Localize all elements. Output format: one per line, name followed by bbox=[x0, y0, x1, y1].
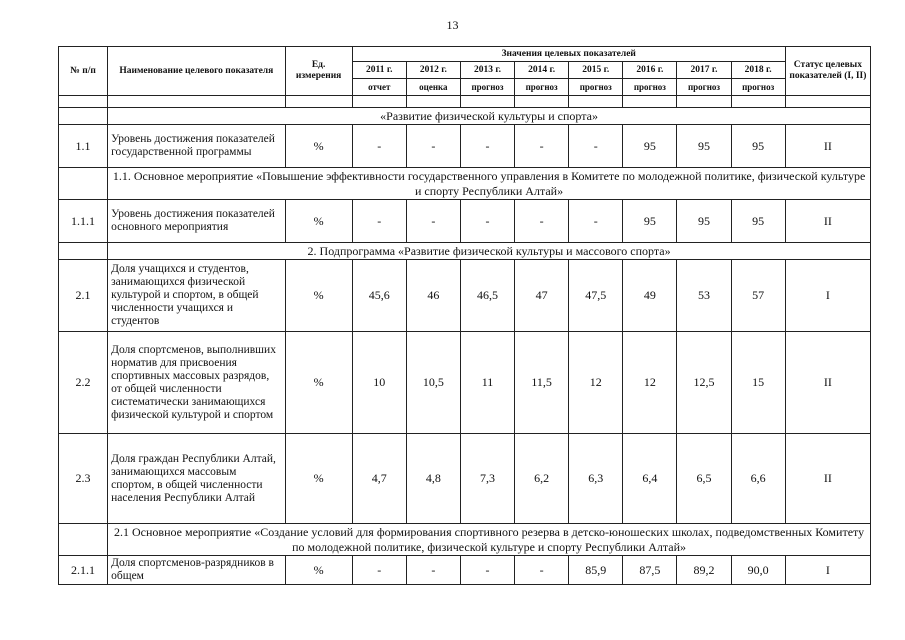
header-no: № п/п bbox=[59, 47, 108, 96]
value-cell: - bbox=[515, 125, 569, 168]
unit-cell: % bbox=[285, 200, 352, 243]
section-title: 2. Подпрограмма «Развитие физической культуры и массового спорта» bbox=[108, 243, 871, 260]
value-cell: 12 bbox=[623, 332, 677, 434]
value-cell: 45,6 bbox=[352, 260, 406, 332]
row-number: 1.1.1 bbox=[59, 200, 108, 243]
section-row bbox=[59, 243, 871, 260]
page-number: 13 bbox=[446, 18, 459, 32]
value-cell: - bbox=[406, 556, 460, 585]
indicator-name: Доля спортсменов-разрядников в общем bbox=[108, 556, 285, 585]
header-year: 2016 г. bbox=[623, 62, 677, 79]
value-cell: 15 bbox=[731, 332, 785, 434]
value-cell: 6,3 bbox=[569, 434, 623, 524]
header-value-kind: оценка bbox=[406, 79, 460, 96]
value-cell: 85,9 bbox=[569, 556, 623, 585]
section-title: 2.1 Основное мероприятие «Создание условий для формирования спортивного резерва в детско-юношеских школах, подведомственных Комитету по молодежной политике, физической культуре и спорту Республики Алтай» bbox=[108, 524, 871, 556]
header-status: Статус целевых показателей (I, II) bbox=[785, 47, 870, 96]
row-number: 2.1.1 bbox=[59, 556, 108, 585]
status-cell: II bbox=[785, 332, 870, 434]
value-cell: 11 bbox=[460, 332, 514, 434]
section-row bbox=[59, 168, 871, 200]
value-cell: - bbox=[406, 200, 460, 243]
value-cell: 95 bbox=[677, 200, 731, 243]
value-cell: 6,2 bbox=[515, 434, 569, 524]
value-cell: 6,5 bbox=[677, 434, 731, 524]
section-row bbox=[59, 524, 871, 556]
header-value-kind: прогноз bbox=[515, 79, 569, 96]
value-cell: 95 bbox=[731, 125, 785, 168]
table-row bbox=[59, 434, 871, 524]
spacer-row bbox=[59, 96, 871, 108]
value-cell: - bbox=[569, 125, 623, 168]
row-number: 2.1 bbox=[59, 260, 108, 332]
unit-cell: % bbox=[285, 434, 352, 524]
value-cell: - bbox=[352, 125, 406, 168]
header-year: 2012 г. bbox=[406, 62, 460, 79]
section-title: «Развитие физической культуры и спорта» bbox=[108, 108, 871, 125]
status-cell: I bbox=[785, 556, 870, 585]
indicator-name: Уровень достижения показателей государственной программы bbox=[108, 125, 285, 168]
header-target-values: Значения целевых показателей bbox=[352, 47, 785, 62]
table-row bbox=[59, 556, 871, 585]
value-cell: - bbox=[460, 556, 514, 585]
value-cell: - bbox=[515, 200, 569, 243]
value-cell: 10 bbox=[352, 332, 406, 434]
value-cell: - bbox=[460, 125, 514, 168]
indicator-name: Доля спортсменов, выполнивших норматив для присвоения спортивных массовых разрядов, от общей численности систематически занимающихся физической культурой и спортом bbox=[108, 332, 285, 434]
value-cell: - bbox=[515, 556, 569, 585]
value-cell: 95 bbox=[731, 200, 785, 243]
row-number: 2.2 bbox=[59, 332, 108, 434]
value-cell: 49 bbox=[623, 260, 677, 332]
value-cell: - bbox=[406, 125, 460, 168]
header-value-kind: прогноз bbox=[677, 79, 731, 96]
header-year: 2017 г. bbox=[677, 62, 731, 79]
indicator-name: Доля учащихся и студентов, занимающихся физической культурой и спортом, в общей численности учащихся и студентов bbox=[108, 260, 285, 332]
header-year: 2015 г. bbox=[569, 62, 623, 79]
unit-cell: % bbox=[285, 125, 352, 168]
value-cell: 11,5 bbox=[515, 332, 569, 434]
row-number: 1.1 bbox=[59, 125, 108, 168]
value-cell: 89,2 bbox=[677, 556, 731, 585]
value-cell: 46 bbox=[406, 260, 460, 332]
value-cell: 57 bbox=[731, 260, 785, 332]
table-row bbox=[59, 260, 871, 332]
value-cell: - bbox=[460, 200, 514, 243]
header-value-kind: прогноз bbox=[731, 79, 785, 96]
unit-cell: % bbox=[285, 260, 352, 332]
unit-cell: % bbox=[285, 556, 352, 585]
row-number: 2.3 bbox=[59, 434, 108, 524]
indicator-name: Доля граждан Республики Алтай, занимающихся массовым спортом, в общей численности населения Республики Алтай bbox=[108, 434, 285, 524]
status-cell: II bbox=[785, 125, 870, 168]
value-cell: 90,0 bbox=[731, 556, 785, 585]
header-year: 2014 г. bbox=[515, 62, 569, 79]
value-cell: - bbox=[352, 200, 406, 243]
value-cell: 12 bbox=[569, 332, 623, 434]
header-value-kind: отчет bbox=[352, 79, 406, 96]
value-cell: 7,3 bbox=[460, 434, 514, 524]
unit-cell: % bbox=[285, 332, 352, 434]
indicator-name: Уровень достижения показателей основного мероприятия bbox=[108, 200, 285, 243]
value-cell: - bbox=[569, 200, 623, 243]
status-cell: II bbox=[785, 200, 870, 243]
table-row bbox=[59, 200, 871, 243]
status-cell: I bbox=[785, 260, 870, 332]
value-cell: 95 bbox=[623, 125, 677, 168]
value-cell: 6,6 bbox=[731, 434, 785, 524]
header-year: 2013 г. bbox=[460, 62, 514, 79]
value-cell: 10,5 bbox=[406, 332, 460, 434]
header-indicator-name: Наименование целевого показателя bbox=[108, 47, 285, 96]
header-value-kind: прогноз bbox=[569, 79, 623, 96]
table-row bbox=[59, 332, 871, 434]
value-cell: 4,7 bbox=[352, 434, 406, 524]
value-cell: 53 bbox=[677, 260, 731, 332]
table-row bbox=[59, 125, 871, 168]
target-indicators-table bbox=[58, 46, 871, 585]
header-unit: Ед. измерения bbox=[285, 47, 352, 96]
value-cell: 12,5 bbox=[677, 332, 731, 434]
value-cell: 95 bbox=[677, 125, 731, 168]
section-title: 1.1. Основное мероприятие «Повышение эффективности государственного управления в Комитете по молодежной политике, физической культуре и спорту Республики Алтай» bbox=[108, 168, 871, 200]
value-cell: 4,8 bbox=[406, 434, 460, 524]
value-cell: 47 bbox=[515, 260, 569, 332]
header-year: 2011 г. bbox=[352, 62, 406, 79]
header-value-kind: прогноз bbox=[623, 79, 677, 96]
value-cell: - bbox=[352, 556, 406, 585]
header-value-kind: прогноз bbox=[460, 79, 514, 96]
value-cell: 95 bbox=[623, 200, 677, 243]
value-cell: 87,5 bbox=[623, 556, 677, 585]
value-cell: 46,5 bbox=[460, 260, 514, 332]
value-cell: 47,5 bbox=[569, 260, 623, 332]
header-year: 2018 г. bbox=[731, 62, 785, 79]
status-cell: II bbox=[785, 434, 870, 524]
value-cell: 6,4 bbox=[623, 434, 677, 524]
section-row bbox=[59, 108, 871, 125]
